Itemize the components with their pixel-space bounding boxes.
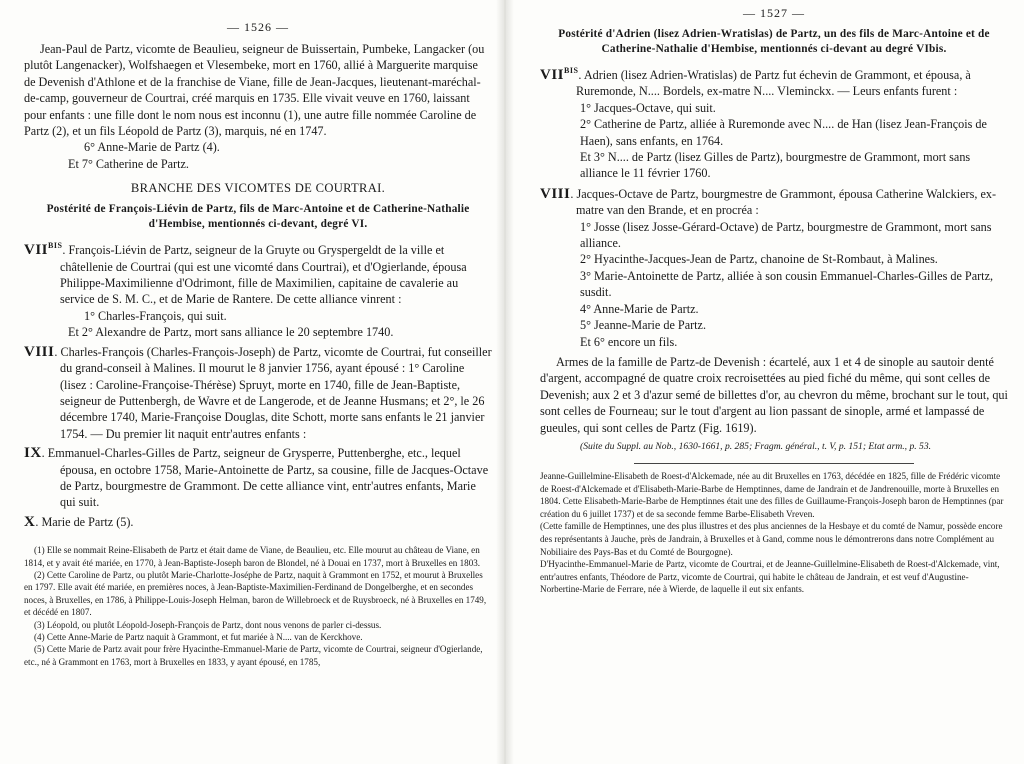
- child-entry: Et 7° Catherine de Partz.: [68, 156, 189, 171]
- footnote: D'Hyacinthe-Emmanuel-Marie de Partz, vicomte de Courtrai, et de Jeanne-Guillelmine-Elisabeth de Roest-d'Alckemade, vint, entr'autres enfants, Théodore de Partz, vicomte de Courtrai, qui habite le château de Jandrain, et est veuf d'Augustine-Norbertine-Marie de Ferrare, née à Wierde, de laquelle il eut six enfants.: [540, 559, 1000, 595]
- footnote: Jeanne-Guillelmine-Elisabeth de Roest-d'Alckemade, née au dit Bruxelles en 1763, décédée en 1825, fille de Frédéric vicomte de Roest-d'Alckemade et d'Elisabeth-Marie-Barbe de Hemptinnes, dame de Jandrain et de Jandrenouille, morte à Bruxelles en 1804. Cette Elisabeth-Marie-Barbe de Hemptinnes était une des filles de Guillaume-François-Joseph baron de Hemptinnes (par création du 6 juillet 1737) et de sa seconde femme Barbe-Elisabeth Vreven.: [540, 470, 1004, 519]
- footnote: (1) Elle se nommait Reine-Elisabeth de Partz et était dame de Viane, de Beaulieu, etc. Elle mourut au château de Viane, en 1814, et y avait été mariée, en 1770, à Jean-Baptiste-Joseph baron de Blondel, né à Douai en 1737, mort à Bruxelles en 1803.: [24, 545, 481, 568]
- degree-entry-viii: [24, 344, 492, 442]
- footnotes: [24, 544, 492, 668]
- footnote: (5) Cette Marie de Partz avait pour frère Hyacinthe-Emmanuel-Marie de Partz, vicomte de Courtrai, seigneur d'Ogierlande, etc., né à Grammont en 1763, mort à Bruxelles en 1833, y ayant épousé, en 1785,: [24, 644, 483, 667]
- divider: [634, 463, 915, 464]
- child-entry: Et 2° Alexandre de Partz, mort sans alliance le 20 septembre 1740.: [68, 325, 394, 340]
- footnote: (3) Léopold, ou plutôt Léopold-Joseph-François de Partz, dont nous venons de parler ci-dessus.: [34, 619, 382, 630]
- child-entry: Et 6° encore un fils.: [580, 334, 678, 349]
- degree-label: VIII: [24, 343, 55, 360]
- posterite-heading: Postérité de François-Liévin de Partz, fils de Marc-Antoine et de Catherine-Nathalie d'Hembise, mentionnés ci-devant, degré VI.: [46, 203, 470, 231]
- footnotes: [540, 470, 1008, 596]
- degree-label: $VII^{BIS}$: [24, 241, 63, 259]
- child-entry: 1° Jacques-Octave, qui suit.: [580, 100, 716, 115]
- posterite-heading: Postérité d'Adrien (lisez Adrien-Wratislas) de Partz, un des fils de Marc-Antoine et de Catherine-Nathalie d'Hembise, mentionnés ci-devant au degré VIbis.: [558, 28, 990, 55]
- child-entry: 6° Anne-Marie de Partz (4).: [84, 140, 220, 155]
- child-entry: 2° Catherine de Partz, alliée à Ruremonde avec N.... de Han (lisez Jean-François de Haen), sans enfants, en 1764.: [580, 117, 987, 148]
- right-page: [512, 0, 1024, 764]
- degree-entry-viii: [540, 186, 1008, 219]
- degree-label: X: [24, 513, 36, 530]
- degree-text: . Emmanuel-Charles-Gilles de Partz, seigneur de Grysperre, Puttenberghe, etc., lequel épousa, en octobre 1758, Marie-Antoinette de Partz, sa cousine, fille de Jacques-Octave de Partz, bourgmestre de Grammont. De cette alliance vint, entr'autres enfants, Marie qui suit.: [41, 446, 489, 510]
- page-number: — 1527 —: [743, 6, 805, 20]
- footnote: (Cette famille de Hemptinnes, une des plus illustres et des plus anciennes de la Hesbaye et du comté de Namur, possède encore des représentants à Jauche, près de Jandrain, à Bruxelles et à Gand, comme nous le démontrerons dans notre Complément au Nobiliaire des Pays-Bas et du Comté de Bourgogne).: [540, 521, 1003, 557]
- degree-entry-ix: [24, 445, 492, 511]
- degree-entry-vii-bis: [24, 238, 492, 308]
- intro-paragraph: Jean-Paul de Partz, vicomte de Beaulieu, seigneur de Buissertain, Pumbeke, Langacker (ou plutôt Langenacker), Wolfshaegen et Vlesembeke, mort en 1760, allié à Marguerite marquise de Devenish d'Athlone et de la franchise de Viane, fille de Jean-Jacques, lieutenant-maréchal-de-camp, gouverneur de Courtrai, créé marquis en 1735. Elle vivait veuve en 1760, laissant pour enfants : une fille dont le nom nous est inconnu (1), une autre fille nommée Caroline de Partz (2), et un fils Léopold de Partz (3), marquis, né en 1747.: [24, 42, 485, 139]
- child-entry: 4° Anne-Marie de Partz.: [580, 301, 699, 316]
- degree-text: . François-Liévin de Partz, seigneur de la Gruyte ou Gryspergeldt de la ville et châtellenie de Courtrai (qui est une vicomté dans Courtrai), et d'Ogierlande, épousa Philippe-Maximilienne d'Odrimont, fille de Maximilien, capitaine de cavalerie au service de S. M. C., et de Marie de Rantere. De cette alliance vinrent :: [60, 243, 467, 307]
- degree-label: IX: [24, 445, 42, 462]
- child-entry: 1° Charles-François, qui suit.: [84, 308, 227, 323]
- arms-description: Armes de la famille de Partz-de Devenish : écartelé, aux 1 et 4 de sinople au sautoir denté d'argent, accompagné de quatre croix recroisettées au pied fiché du même, qui sont celles de Devenish; aux 2 et 3 d'azur semé de billettes d'or, au chevron du même, brochant sur le tout, qui sont celles de Fourneau; sur le tout d'argent au lion passant de sinople, armé et lampassé de gueules, qui sont celles de Partz (Fig. 1619).: [540, 354, 1008, 435]
- child-entry: 2° Hyacinthe-Jacques-Jean de Partz, chanoine de St-Rombaut, à Malines.: [580, 252, 938, 267]
- left-page: [0, 0, 500, 764]
- child-entry: 5° Jeanne-Marie de Partz.: [580, 318, 707, 333]
- degree-label: $VII^{BIS}$: [540, 66, 579, 83]
- child-entry: 3° Marie-Antoinette de Partz, alliée à son cousin Emmanuel-Charles-Gilles de Partz, susdit.: [580, 268, 994, 300]
- footnote: (4) Cette Anne-Marie de Partz naquit à Grammont, et fut mariée à N.... van de Kerckhove.: [34, 632, 363, 642]
- page-number: — 1526 —: [227, 20, 289, 34]
- degree-text: . Charles-François (Charles-François-Joseph) de Partz, vicomte de Courtrai, fut conseiller du grand-conseil à Malines. Il mourut le 8 janvier 1756, ayant épousé : 1° Caroline (lisez : Caroline-Françoise-Thérèse) Spruyt, morte en 1740, fille de Jean-Baptiste, seigneur de Puttenbergh, de Wavre et de Langerode, et de Jeanne Husmans; et 2°, le 26 décembre 1740, Marie-Françoise Douglas, dite Schott, morte sans enfants le 21 janvier 1754. — Du premier lit naquit entr'autres enfants :: [54, 344, 492, 441]
- footnote: (2) Cette Caroline de Partz, ou plutôt Marie-Charlotte-Joséphe de Partz, naquit à Grammont en 1752, et mourut à Bruxelles en 1797. Elle avait été mariée, en premières noces, à Jean-Baptiste-Maximilien-Ferdinand de Dongelberghe, et en secondes noces, à Bruxelles, en 1786, à Philippe-Louis-Joseph Helman, baron de Willebroeck et de Ruysbroeck, né à Bruxelles en 1749, et décédé en 1807.: [24, 569, 487, 618]
- section-title: BRANCHE DES VICOMTES DE COURTRAI.: [130, 181, 386, 196]
- degree-entry-vii-bis: [540, 63, 1008, 100]
- source-citation: (Suite du Suppl. au Nob., 1630-1661, p. 285; Fragm. général., t. V, p. 151; Etat arm., p. 53.: [580, 440, 932, 452]
- degree-text: . Jacques-Octave de Partz, bourgmestre de Grammont, épousa Catherine Walckiers, ex-matre van den Brande, et en procréa :: [570, 186, 997, 218]
- degree-entry-x: [24, 514, 492, 530]
- degree-label: VIII: [540, 185, 571, 202]
- child-entry: Et 3° N.... de Partz (lisez Gilles de Partz), bourgmestre de Grammont, mort sans alliance le 11 février 1760.: [580, 150, 971, 181]
- degree-text: . Marie de Partz (5).: [35, 514, 134, 529]
- child-entry: 1° Josse (lisez Josse-Gérard-Octave) de Partz, bourgmestre de Grammont, mort sans alliance.: [580, 219, 992, 251]
- degree-text: . Adrien (lisez Adrien-Wratislas) de Partz fut échevin de Grammont, et épousa, à Ruremonde, N.... Bordels, ex-matre N.... Vleminckx. — Leurs enfants furent :: [576, 68, 971, 99]
